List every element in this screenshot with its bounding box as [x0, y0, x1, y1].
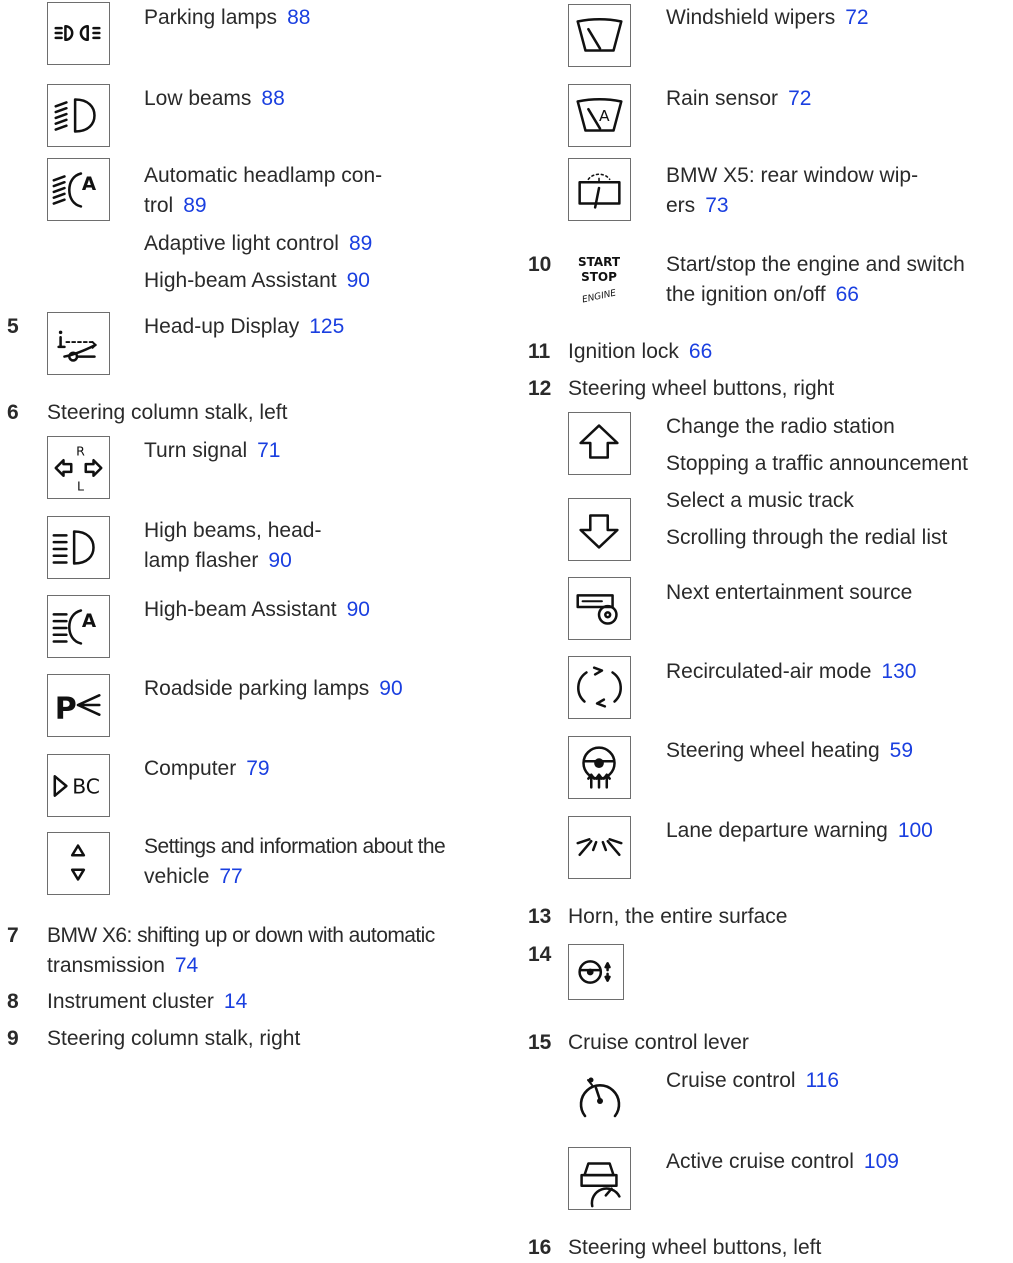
- parking-lamps-icon: [48, 3, 109, 64]
- music-track-label: Select a music track: [666, 489, 854, 512]
- lane-entry: [666, 816, 933, 846]
- stop-glyph: STOP: [581, 270, 617, 284]
- rain-sensor-icon: [569, 85, 630, 146]
- low-beams-entry: [144, 84, 285, 114]
- lane-label: Lane departure warning: [666, 819, 888, 842]
- settings-label-1: Settings and information about the: [144, 835, 446, 858]
- start-stop-button-box: [568, 250, 631, 313]
- rain-page-link[interactable]: 72: [788, 87, 812, 110]
- turn-right-glyph: R: [76, 443, 85, 459]
- rear-window-wiper-icon: [569, 159, 630, 220]
- wipers-page-link[interactable]: 72: [845, 6, 869, 29]
- computer-entry: [144, 754, 270, 784]
- rear-wiper-page-link[interactable]: 73: [705, 194, 729, 217]
- item-10-page-link[interactable]: 66: [835, 283, 859, 306]
- high-beams-line1: [144, 516, 321, 546]
- hba-1-label: High-beam Assistant: [144, 269, 337, 292]
- low-beams-icon: [48, 85, 109, 146]
- turn-signal-label: Turn signal: [144, 439, 248, 462]
- turn-left-glyph: L: [77, 478, 85, 494]
- hud-entry: [144, 312, 344, 342]
- up-arrow-icon: [569, 413, 630, 474]
- turn-signal-page-link[interactable]: 71: [257, 439, 281, 462]
- high-beams-label-1: High beams, head-: [144, 519, 322, 542]
- item-11-entry: [568, 337, 712, 367]
- computer-page-link[interactable]: 79: [246, 757, 270, 780]
- radio-station-label: Change the radio station: [666, 415, 895, 438]
- lane-icon-box: [568, 816, 631, 879]
- hba-a-glyph: A: [81, 610, 97, 632]
- turn-signal-icon: [48, 437, 109, 498]
- item-8-page-link[interactable]: 14: [223, 990, 248, 1013]
- lane-departure-warning-icon: [569, 817, 630, 878]
- low-beams-page-link[interactable]: 88: [261, 87, 285, 110]
- wheel-heat-label: Steering wheel heating: [666, 739, 880, 762]
- high-beams-icon: [48, 517, 109, 578]
- item-8-label: Instrument cluster: [47, 990, 214, 1013]
- item-7-number: 7: [7, 924, 19, 947]
- cruise-label: Cruise control: [666, 1069, 796, 1092]
- rear-wiper-line1: [666, 161, 918, 191]
- windshield-wipers-icon: [569, 5, 630, 66]
- acc-icon-box: [568, 1147, 631, 1210]
- auto-headlamp-a-glyph: A: [81, 173, 97, 195]
- steering-adjust-icon-box: [568, 944, 624, 1000]
- high-beams-line2: [144, 546, 292, 576]
- cruise-entry: [666, 1066, 839, 1096]
- recirc-entry: [666, 657, 916, 687]
- item-10-number: 10: [528, 253, 552, 276]
- traffic-announcement-label: Stopping a traffic announcement: [666, 452, 968, 475]
- cruise-control-icon: [568, 1066, 631, 1129]
- lane-page-link[interactable]: 100: [897, 819, 933, 842]
- wheel-heat-entry: [666, 736, 913, 766]
- auto-headlamp-line2: [144, 191, 207, 221]
- roadside-page-link[interactable]: 90: [379, 677, 403, 700]
- wheel-heat-icon-box: [568, 736, 631, 799]
- item-12-label: Steering wheel buttons, right: [568, 377, 835, 400]
- steering-column-adjust-icon: [569, 945, 623, 999]
- hud-page-link[interactable]: 125: [309, 315, 345, 338]
- recirc-label: Recirculated-air mode: [666, 660, 872, 683]
- item-8-number: 8: [7, 990, 19, 1013]
- high-beam-assistant-icon: [48, 596, 109, 657]
- settings-line2: [144, 862, 243, 892]
- parking-lamps-label: Parking lamps: [144, 6, 278, 29]
- item-11-page-link[interactable]: 66: [688, 340, 713, 363]
- adaptive-light-label: Adaptive light control: [144, 232, 339, 255]
- rear-wiper-icon-box: [568, 158, 631, 221]
- recirc-icon-box: [568, 656, 631, 719]
- item-11-number: 11: [528, 340, 551, 363]
- down-arrow-icon: [569, 499, 630, 560]
- roadside-entry: [144, 674, 403, 704]
- rain-sensor-icon-box: [568, 84, 631, 147]
- roadside-label: Roadside parking lamps: [144, 677, 370, 700]
- cruise-icon-box: [568, 1066, 631, 1129]
- computer-bc-glyph: BC: [72, 774, 101, 799]
- settings-page-link[interactable]: 77: [219, 865, 243, 888]
- item-6-number: 6: [7, 401, 19, 424]
- hba-2-page-link[interactable]: 90: [346, 598, 370, 621]
- hud-label: Head-up Display: [144, 315, 300, 338]
- item-15-number: 15: [528, 1031, 552, 1054]
- item-6-label: Steering column stalk, left: [47, 401, 288, 424]
- item-5-number: 5: [7, 315, 19, 338]
- high-beams-label-2: lamp flasher: [144, 549, 259, 572]
- entertainment-icon-box: [568, 577, 631, 640]
- parking-lamps-icon-box: [47, 2, 110, 65]
- computer-icon-box: [47, 754, 110, 817]
- item-10-label-1: Start/stop the engine and switch: [666, 253, 965, 276]
- hba-1-page-link[interactable]: 90: [346, 269, 370, 292]
- computer-icon: [48, 755, 109, 816]
- down-arrow-icon-box: [568, 498, 631, 561]
- acc-page-link[interactable]: 109: [863, 1150, 899, 1173]
- rear-wiper-label-2: ers: [666, 194, 696, 217]
- steering-wheel-heating-icon: [569, 737, 630, 798]
- item-14-number: 14: [528, 943, 552, 966]
- high-beams-icon-box: [47, 516, 110, 579]
- parking-lamps-entry: [144, 3, 310, 33]
- item-9-number: 9: [7, 1027, 19, 1050]
- auto-headlamp-label-1: Automatic headlamp con-: [144, 164, 383, 187]
- active-cruise-control-icon: [569, 1148, 630, 1209]
- wipers-label: Windshield wipers: [666, 6, 836, 29]
- item-13-label: Horn, the entire surface: [568, 905, 788, 928]
- hba-1-entry: [144, 266, 370, 296]
- item-12-number: 12: [528, 377, 552, 400]
- computer-label: Computer: [144, 757, 237, 780]
- item-16-number: 16: [528, 1236, 552, 1259]
- hud-icon-box: [47, 312, 110, 375]
- item-7-line1: [47, 921, 435, 951]
- roadside-parking-icon-box: [47, 674, 110, 737]
- item-8-entry: [47, 987, 247, 1017]
- redial-list-label: Scrolling through the redial list: [666, 526, 948, 549]
- rain-entry: [666, 84, 811, 114]
- item-10-label-2: the ignition on/off: [666, 283, 826, 306]
- parking-lamps-page-link[interactable]: 88: [287, 6, 311, 29]
- cruise-page-link[interactable]: 116: [805, 1069, 840, 1092]
- start-stop-engine-icon: [568, 250, 631, 313]
- turn-signal-icon-box: [47, 436, 110, 499]
- recirculated-air-icon: [569, 657, 630, 718]
- wipers-entry: [666, 3, 869, 33]
- item-13-number: 13: [528, 905, 552, 928]
- hba-icon-box: [47, 595, 110, 658]
- low-beams-icon-box: [47, 84, 110, 147]
- recirc-page-link[interactable]: 130: [881, 660, 917, 683]
- acc-label: Active cruise control: [666, 1150, 854, 1173]
- settings-line1: [144, 832, 445, 862]
- hba-2-label: High-beam Assistant: [144, 598, 337, 621]
- settings-label-2: vehicle: [144, 865, 210, 888]
- up-arrow-icon-box: [568, 412, 631, 475]
- item-7-page-link[interactable]: 74: [174, 954, 199, 977]
- start-glyph: START: [577, 255, 621, 269]
- auto-headlamp-page-link[interactable]: 89: [183, 194, 207, 217]
- acc-entry: [666, 1147, 899, 1177]
- hba-2-entry: [144, 595, 370, 625]
- up-down-arrows-icon: [48, 833, 109, 894]
- settings-icon-box: [47, 832, 110, 895]
- rain-label: Rain sensor: [666, 87, 779, 110]
- item-16-label: Steering wheel buttons, left: [568, 1236, 822, 1259]
- wipers-icon-box: [568, 4, 631, 67]
- item-7-label-2: transmission: [47, 954, 165, 977]
- auto-headlamp-icon-box: [47, 158, 110, 221]
- engine-glyph: ENGINE: [581, 288, 618, 306]
- auto-headlamp-line1: [144, 161, 382, 191]
- item-7-line2: [47, 951, 198, 981]
- rear-wiper-line2: [666, 191, 729, 221]
- rain-a-glyph: A: [599, 106, 610, 125]
- low-beams-label: Low beams: [144, 87, 252, 110]
- auto-headlamp-label-2: trol: [144, 194, 174, 217]
- item-11-label: Ignition lock: [568, 340, 679, 363]
- item-15-label: Cruise control lever: [568, 1031, 749, 1054]
- rear-wiper-label-1: BMW X5: rear window wip-: [666, 164, 919, 187]
- entertainment-source-icon: [569, 578, 630, 639]
- adaptive-light-page-link[interactable]: 89: [348, 232, 373, 255]
- item-10-line2: [666, 280, 859, 310]
- adaptive-light-entry: [144, 229, 372, 259]
- item-10-line1: [666, 250, 965, 280]
- item-9-label: Steering column stalk, right: [47, 1027, 301, 1050]
- turn-signal-entry: [144, 436, 280, 466]
- auto-headlamp-icon: [48, 159, 109, 220]
- wheel-heat-page-link[interactable]: 59: [889, 739, 914, 762]
- head-up-display-icon: [48, 313, 109, 374]
- item-7-label-1: BMW X6: shifting up or down with automatic: [47, 924, 435, 947]
- parking-p-glyph: P: [54, 691, 77, 727]
- entertainment-label: Next entertainment source: [666, 581, 913, 604]
- roadside-parking-icon: [48, 675, 109, 736]
- high-beams-page-link[interactable]: 90: [268, 549, 292, 572]
